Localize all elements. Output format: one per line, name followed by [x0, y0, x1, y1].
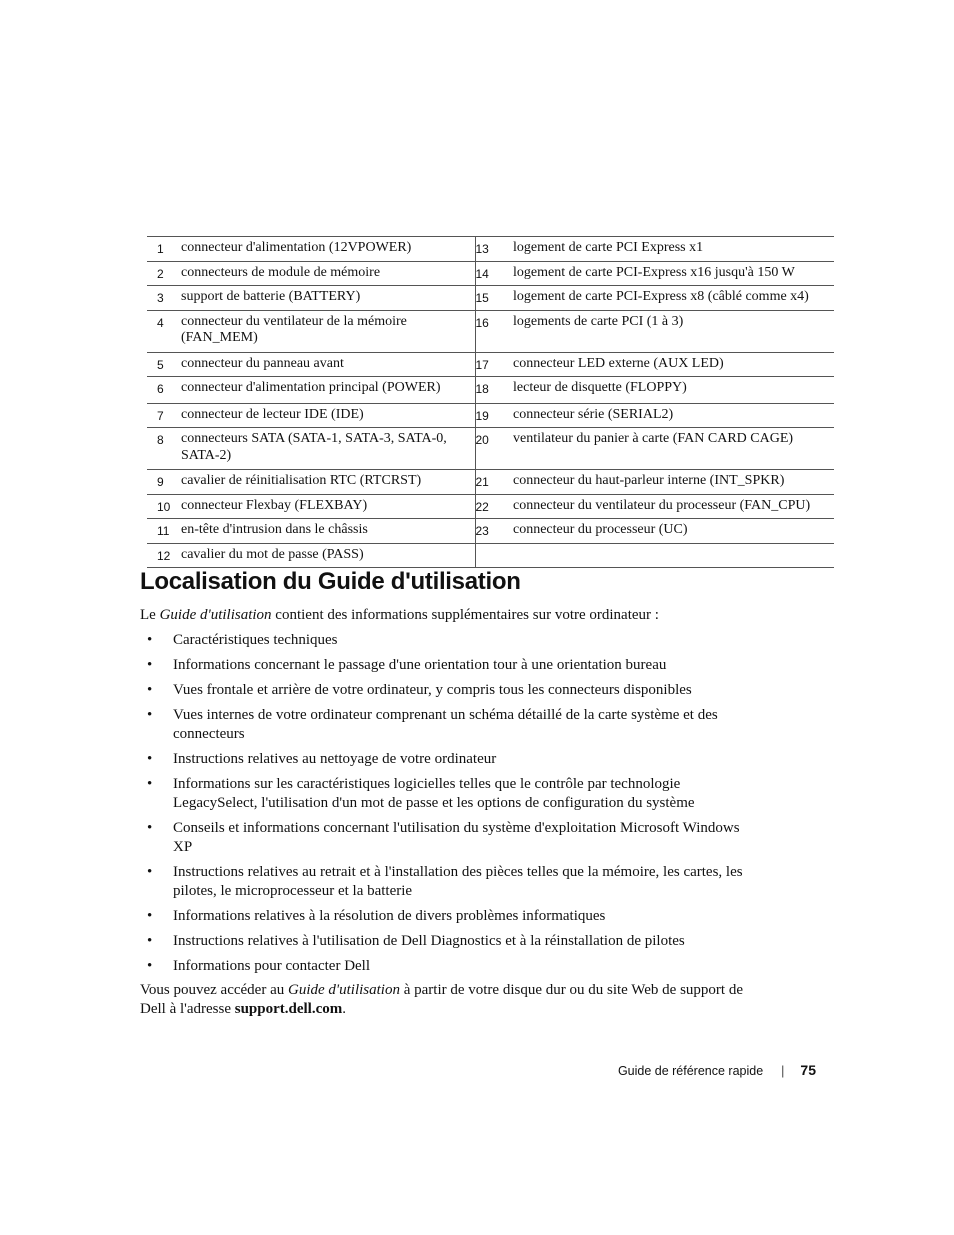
list-item: [140, 750, 760, 769]
list-item-text: Instructions relatives au nettoyage de votre ordinateur: [173, 751, 497, 767]
table-row: [147, 543, 834, 568]
closing-paragraph: [140, 981, 760, 1019]
connector-description: cavalier du mot de passe (PASS): [181, 543, 475, 568]
list-item-text: Vues frontale et arrière de votre ordinateur, y compris tous les connecteurs disponibles: [173, 682, 692, 698]
connector-number: 15: [475, 291, 489, 305]
feature-bullet-list: [140, 631, 760, 982]
list-item-text: Informations pour contacter Dell: [173, 958, 371, 974]
connector-description: connecteur LED externe (AUX LED): [513, 355, 724, 371]
connector-description: en-tête d'intrusion dans le châssis: [181, 519, 475, 544]
closing-guide-name: Guide d'utilisation: [288, 982, 400, 998]
connector-description: connecteurs de module de mémoire: [181, 261, 475, 286]
bullet-icon: •: [147, 707, 153, 723]
connector-number: 22: [475, 499, 489, 514]
connector-number: 10: [157, 499, 171, 514]
list-item-text: Informations relatives à la résolution de divers problèmes informatiques: [173, 908, 606, 924]
connector-description: connecteur du processeur (UC): [513, 522, 688, 537]
connector-number: 1: [157, 242, 164, 256]
bullet-icon: •: [147, 682, 153, 698]
list-item: [140, 631, 760, 650]
connector-number: 18: [475, 382, 489, 396]
list-item-text: Instructions relatives à l'utilisation de Dell Diagnostics et à la réinstallation de pilotes: [173, 933, 685, 949]
connector-number: 9: [157, 475, 164, 489]
connector-number: [475, 543, 513, 568]
connector-description: support de batterie (BATTERY): [181, 286, 475, 311]
connector-number: 5: [157, 357, 164, 372]
table-row: [147, 470, 834, 495]
section-title: Localisation du Guide d'utilisation: [140, 568, 521, 595]
connector-description: connecteur d'alimentation (12VPOWER): [181, 237, 475, 262]
connector-number: 7: [157, 408, 164, 423]
connector-description: connecteur série (SERIAL2): [513, 406, 674, 422]
connector-description: logement de carte PCI Express x1: [513, 240, 704, 255]
connector-description: cavalier de réinitialisation RTC (RTCRST): [181, 470, 475, 495]
page-number: 75: [800, 1062, 816, 1078]
table-row: [147, 377, 834, 404]
connector-number: 11: [157, 524, 170, 538]
connector-number: 4: [157, 315, 164, 330]
intro-prefix: Le: [140, 607, 160, 623]
footer-guide-title: Guide de référence rapide: [617, 1064, 764, 1078]
intro-guide-name: Guide d'utilisation: [159, 607, 272, 623]
connector-number: 21: [475, 475, 489, 489]
intro-paragraph: [140, 606, 760, 625]
connector-description: connecteur du ventilateur de la mémoire (FAN_MEM): [181, 310, 475, 352]
connector-description: [513, 543, 834, 568]
table-row: [147, 261, 834, 286]
intro-suffix: contient des informations supplémentaires sur votre ordinateur :: [271, 607, 659, 623]
connector-description: logement de carte PCI-Express x8 (câblé comme x4): [513, 289, 809, 304]
bullet-icon: •: [147, 751, 153, 767]
list-item: [140, 863, 760, 901]
bullet-icon: •: [147, 958, 153, 974]
table-row: [147, 286, 834, 311]
list-item-text: Informations concernant le passage d'une orientation tour à une orientation bureau: [173, 657, 667, 673]
list-item: [140, 681, 760, 700]
support-url-link[interactable]: support.dell.com: [234, 1001, 343, 1017]
connector-description: logement de carte PCI-Express x16 jusqu'à 150 W: [513, 264, 795, 280]
connector-description: lecteur de disquette (FLOPPY): [513, 380, 687, 395]
list-item-text: Conseils et informations concernant l'utilisation du système d'exploitation Microsoft Windows XP: [173, 820, 740, 855]
connector-description: connecteur du haut-parleur interne (INT_SPKR): [513, 473, 785, 488]
bullet-icon: •: [147, 908, 153, 924]
list-item: [140, 907, 760, 926]
connector-description: connecteur d'alimentation principal (POWER): [181, 377, 475, 404]
table-row: [147, 428, 834, 470]
connector-number: 3: [157, 291, 164, 305]
connector-table-body: [147, 237, 834, 568]
connector-description: connecteur Flexbay (FLEXBAY): [181, 494, 475, 519]
connector-description: logements de carte PCI (1 à 3): [513, 313, 684, 329]
connector-number: 20: [475, 433, 489, 447]
list-item-text: Instructions relatives au retrait et à l'installation des pièces telles que la mémoire, les cartes, les pilotes, le microprocesseur et la batterie: [173, 864, 743, 899]
list-item: [140, 775, 760, 813]
connector-description: connecteur du panneau avant: [181, 352, 475, 377]
connector-description: connecteur du ventilateur du processeur (FAN_CPU): [513, 497, 811, 513]
connector-number: 23: [475, 524, 489, 538]
table-row: [147, 494, 834, 519]
connector-number: 13: [475, 242, 489, 256]
list-item: [140, 819, 760, 857]
table-row: [147, 403, 834, 428]
footer-separator: |: [781, 1064, 785, 1078]
table-row: [147, 237, 834, 262]
list-item-text: Informations sur les caractéristiques logicielles telles que le contrôle par technologie LegacySelect, l'utilisation d'un mot de passe et les options de configuration du système: [173, 776, 695, 811]
connector-table: [147, 236, 834, 568]
connector-description: connecteurs SATA (SATA-1, SATA-3, SATA-0, SATA-2): [181, 428, 475, 470]
connector-number: 16: [475, 315, 489, 330]
bullet-icon: •: [147, 657, 153, 673]
closing-suffix: .: [342, 1001, 347, 1017]
bullet-icon: •: [147, 776, 153, 792]
closing-prefix: Vous pouvez accéder au: [140, 982, 288, 998]
list-item: [140, 706, 760, 744]
table-row: [147, 310, 834, 352]
connector-description: ventilateur du panier à carte (FAN CARD CAGE): [513, 431, 794, 446]
list-item: [140, 932, 760, 951]
bullet-icon: •: [147, 933, 153, 949]
list-item: [140, 656, 760, 675]
table-row: [147, 352, 834, 377]
connector-description: connecteur de lecteur IDE (IDE): [181, 403, 475, 428]
bullet-icon: •: [147, 864, 153, 880]
connector-number: 19: [475, 408, 489, 423]
connector-number: 6: [157, 382, 164, 396]
connector-number: 14: [475, 266, 489, 281]
page-footer: [560, 1062, 816, 1078]
connector-number: 8: [157, 433, 164, 447]
connector-number: 12: [157, 548, 171, 563]
list-item-text: Vues internes de votre ordinateur comprenant un schéma détaillé de la carte système et des connecteurs: [173, 707, 718, 742]
connector-number: 2: [157, 266, 164, 281]
closing-middle: à partir de votre disque dur ou du site Web de support de Dell à l'adresse: [140, 982, 743, 1017]
connector-number: 17: [475, 357, 489, 372]
table-row: [147, 519, 834, 544]
list-item: [140, 957, 760, 976]
list-item-text: Caractéristiques techniques: [173, 632, 338, 648]
bullet-icon: •: [147, 820, 153, 836]
bullet-icon: •: [147, 632, 153, 648]
